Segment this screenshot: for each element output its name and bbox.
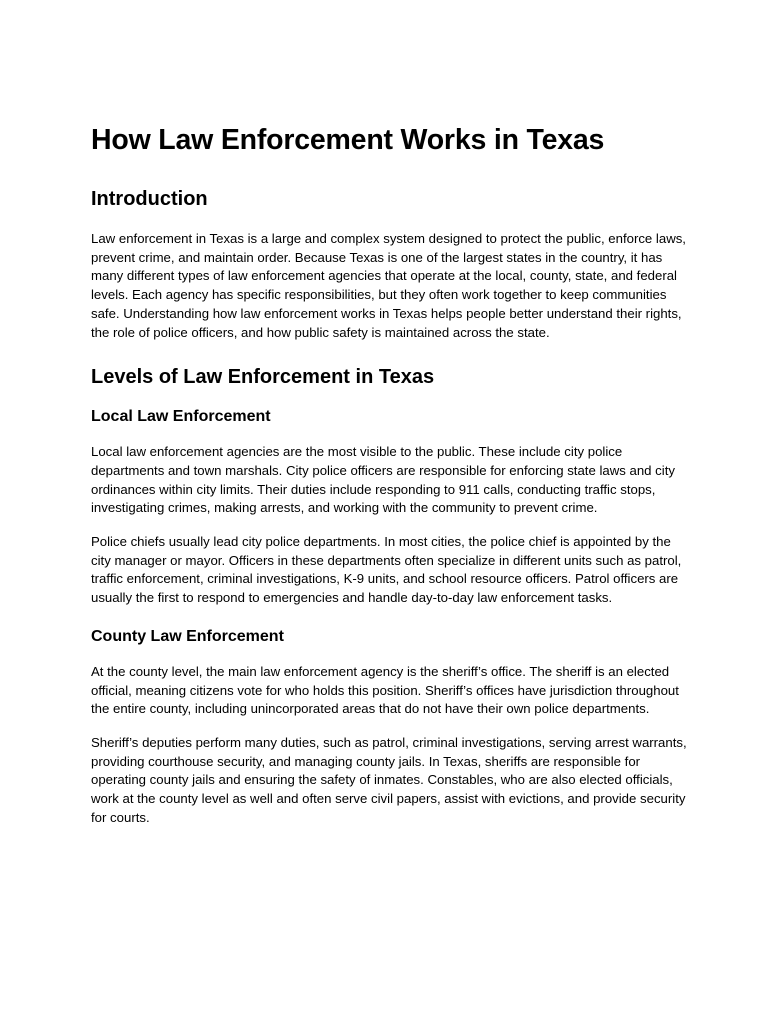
introduction-paragraph: Law enforcement in Texas is a large and complex system designed to protect the public, enforce laws, prevent crime, and maintain order. Because Texas is one of the largest states in the country, it has many different types of law enforcement agencies that operate at the local, county, state, and federal levels. Each agency has specific responsibilities, but they often work together to keep communities safe. Understanding how law enforcement works in Texas helps people better understand their rights, the role of police officers, and how public safety is maintained across the state. — [91, 231, 686, 340]
county-law-enforcement-heading: County Law Enforcement — [91, 627, 284, 645]
county-paragraph-1: At the county level, the main law enforcement agency is the sheriff’s office. The sheriff is an elected official, meaning citizens vote for who holds this position. Sheriff’s offices have jurisdiction throughout the entire county, including unincorporated areas that do not have their own police departments. — [91, 663, 679, 717]
local-paragraph-2: Police chiefs usually lead city police departments. In most cities, the police chief is appointed by the city manager or mayor. Officers in these departments often specialize in different units such as patrol, traffic enforcement, criminal investigations, K-9 units, and school resource officers. Patrol officers are usually the first to respond to emergencies and handle day-to-day law enforcement tasks. — [91, 534, 682, 606]
county-paragraph-2: Sheriff’s deputies perform many duties, such as patrol, criminal investigations, serving arrest warrants, providing courthouse security, and managing county jails. In Texas, sheriffs are responsible for operating county jails and ensuring the safety of inmates. Constables, who are also elected officials, work at the county level as well and often serve civil papers, assist with evictions, and provide security for courts. — [91, 734, 687, 825]
introduction-heading: Introduction — [91, 188, 208, 210]
page-title: How Law Enforcement Works in Texas — [91, 124, 605, 156]
local-paragraph-1: Local law enforcement agencies are the most visible to the public. These include city police departments and town marshals. City police officers are responsible for enforcing state laws and city ordinances within city limits. Their duties include responding to 911 calls, conducting traffic stops, investigating crimes, making arrests, and working with the community to prevent crime. — [91, 444, 675, 516]
document-body — [91, 122, 691, 827]
levels-heading: Levels of Law Enforcement in Texas — [91, 366, 435, 389]
local-law-enforcement-heading: Local Law Enforcement — [91, 408, 271, 426]
